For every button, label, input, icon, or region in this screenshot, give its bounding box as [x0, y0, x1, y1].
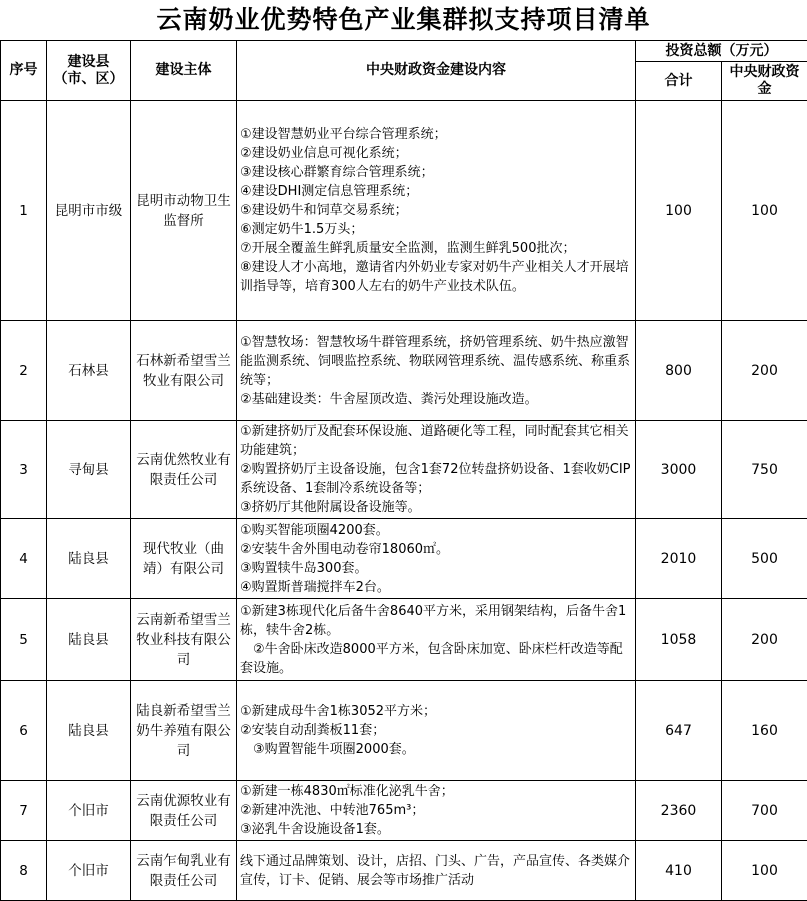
- cell-total: 647: [636, 681, 722, 781]
- cell-total: 1058: [636, 599, 722, 681]
- cell-central: 100: [722, 101, 807, 321]
- content-line: ③购置犊牛岛300套。: [240, 560, 368, 576]
- cell-central: 750: [722, 421, 807, 519]
- header-total: 合计: [636, 62, 722, 101]
- header-central: 中央财政资金: [722, 62, 807, 101]
- content-line: ②新建冲洗池、中转池765m³；: [240, 803, 425, 818]
- cell-content: [237, 321, 636, 421]
- cell-seq: 4: [1, 519, 47, 599]
- header-investment: 投资总额（万元）: [636, 41, 807, 62]
- page-title: 云南奶业优势特色产业集群拟支持项目清单: [156, 5, 651, 34]
- table-row: [1, 841, 807, 901]
- cell-total: 3000: [636, 421, 722, 519]
- content-line: ②购置挤奶厅主设备设施，包含1套72位转盘挤奶设备、1套收奶CIP系统设备、1套制冷系统设备等；: [240, 462, 631, 496]
- cell-county: 个旧市: [47, 781, 131, 841]
- cell-entity: 陆良新希望雪兰奶牛养殖有限公司: [131, 681, 237, 781]
- content-line: ③泌乳牛舍设施设备1套。: [240, 822, 390, 837]
- cell-content: [237, 599, 636, 681]
- cell-content: [237, 421, 636, 519]
- content-line: ②基础建设类：牛舍屋顶改造、粪污处理设施改造。: [240, 391, 538, 407]
- cell-content: [237, 781, 636, 841]
- cell-seq: 8: [1, 841, 47, 901]
- cell-content: [237, 519, 636, 599]
- cell-county: 石林县: [47, 321, 131, 421]
- content-line: ②牛舍卧床改造8000平方米，包含卧床加宽、卧床栏杆改造等配套设施。: [240, 641, 623, 676]
- cell-total: 2360: [636, 781, 722, 841]
- content-line: ③购置智能牛项圈2000套。: [240, 742, 415, 757]
- cell-seq: 7: [1, 781, 47, 841]
- cell-total: 800: [636, 321, 722, 421]
- table-row: [1, 421, 807, 519]
- cell-entity: 云南乍甸乳业有限责任公司: [131, 841, 237, 901]
- cell-content: [237, 681, 636, 781]
- content-line: ②安装牛舍外围电动卷帘18060㎡。: [240, 541, 450, 557]
- cell-central: 160: [722, 681, 807, 781]
- table-row: [1, 781, 807, 841]
- cell-entity: 石林新希望雪兰牧业有限公司: [131, 321, 237, 421]
- table-row: [1, 681, 807, 781]
- cell-entity: 昆明市动物卫生监督所: [131, 101, 237, 321]
- content-line: ⑧建设人才小高地，邀请省内外奶业专家对奶牛产业相关人才开展培训指导等，培育300人左右的奶牛产业技术队伍。: [240, 260, 629, 294]
- project-table: [0, 40, 807, 901]
- content-line: ③挤奶厅其他附属设备设施等。: [240, 500, 421, 515]
- table-row: [1, 519, 807, 599]
- cell-total: 2010: [636, 519, 722, 599]
- content-line: ②安装自动刮粪板11套；: [240, 723, 386, 738]
- content-line: ⑤建设奶牛和饲草交易系统；: [240, 203, 408, 218]
- table-row: [1, 599, 807, 681]
- header-seq: 序号: [1, 41, 47, 101]
- table-row: [1, 101, 807, 321]
- cell-content: [237, 841, 636, 901]
- cell-central: 100: [722, 841, 807, 901]
- cell-central: 500: [722, 519, 807, 599]
- cell-central: 200: [722, 321, 807, 421]
- cell-seq: 6: [1, 681, 47, 781]
- cell-entity: 云南优源牧业有限责任公司: [131, 781, 237, 841]
- content-line: ⑥测定奶牛1.5万头；: [240, 222, 364, 237]
- header-entity: 建设主体: [131, 41, 237, 101]
- cell-entity: 现代牧业（曲靖）有限公司: [131, 519, 237, 599]
- table-row: [1, 321, 807, 421]
- cell-central: 700: [722, 781, 807, 841]
- cell-county: 陆良县: [47, 519, 131, 599]
- content-line: 线下通过品牌策划、设计，店招、门头、广告，产品宣传、各类媒介宣传，订卡、促销、展会等市场推广活动: [240, 853, 631, 888]
- cell-county: 陆良县: [47, 599, 131, 681]
- header-county: 建设县（市、区）: [47, 41, 131, 101]
- cell-county: 昆明市市级: [47, 101, 131, 321]
- cell-county: 陆良县: [47, 681, 131, 781]
- content-line: ②建设奶业信息可视化系统；: [240, 146, 408, 161]
- cell-seq: 1: [1, 101, 47, 321]
- cell-county: 寻甸县: [47, 421, 131, 519]
- cell-total: 410: [636, 841, 722, 901]
- content-line: ①新建成母牛舍1栋3052平方米；: [240, 704, 437, 719]
- cell-seq: 2: [1, 321, 47, 421]
- content-line: ①购买智能项圈4200套。: [240, 522, 389, 538]
- cell-seq: 3: [1, 421, 47, 519]
- content-line: ④建设DHI测定信息管理系统；: [240, 184, 419, 199]
- cell-county: 个旧市: [47, 841, 131, 901]
- content-line: ①新建挤奶厅及配套环保设施、道路硬化等工程，同时配套其它相关功能建筑；: [240, 424, 629, 458]
- content-line: ①智慧牧场：智慧牧场牛群管理系统，挤奶管理系统、奶牛热应激智能监测系统、饲喂监控系统、物联网管理系统、温传感系统、称重系统等；: [240, 334, 631, 388]
- content-line: ①建设智慧奶业平台综合管理系统；: [240, 127, 447, 142]
- cell-seq: 5: [1, 599, 47, 681]
- content-line: ①新建3栋现代化后备牛舍8640平方米，采用钢架结构，后备牛舍1栋，犊牛舍2栋。: [240, 603, 627, 638]
- cell-total: 100: [636, 101, 722, 321]
- cell-entity: 云南优然牧业有限责任公司: [131, 421, 237, 519]
- header-content: 中央财政资金建设内容: [237, 41, 636, 101]
- content-line: ⑦开展全覆盖生鲜乳质量安全监测，监测生鲜乳500批次；: [240, 241, 576, 256]
- content-line: ④购置斯普瑞搅拌车2台。: [240, 579, 390, 595]
- cell-entity: 云南新希望雪兰牧业科技有限公司: [131, 599, 237, 681]
- content-line: ③建设核心群繁育综合管理系统；: [240, 165, 434, 180]
- content-line: ①新建一栋4830㎡标准化泌乳牛舍；: [240, 784, 454, 799]
- cell-content: [237, 101, 636, 321]
- cell-central: 200: [722, 599, 807, 681]
